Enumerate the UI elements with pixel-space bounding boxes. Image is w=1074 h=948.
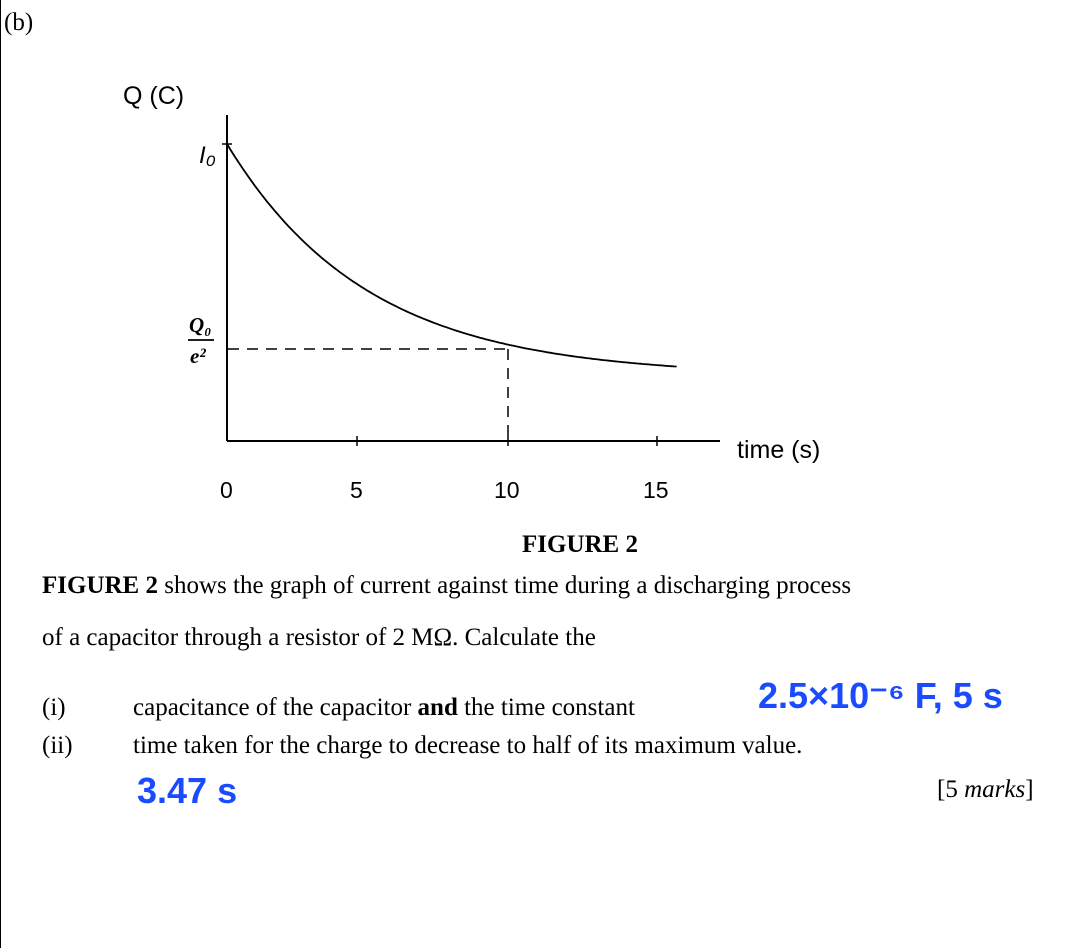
figure-caption (0, 530, 1074, 560)
x-tick-label: 0 (220, 477, 233, 503)
marks-label: [5 marks] (937, 776, 1034, 803)
handwritten-answer-i: 2.5×10⁻⁶ F, 5 s (758, 675, 1003, 716)
y-mark-label-denominator: e² (190, 344, 206, 368)
x-tick-label: 10 (494, 477, 520, 503)
y-max-label: I₀ (199, 142, 216, 169)
item-ii-text: time taken for the charge to decrease to half of its maximum value. (133, 732, 803, 759)
item-ii-number: (ii) (42, 732, 73, 759)
figure-caption-text: FIGURE 2 (522, 531, 638, 558)
x-tick-label: 5 (350, 477, 363, 503)
decay-curve (227, 144, 677, 367)
item-i-text: capacitance of the capacitor and the time constant (133, 694, 635, 721)
x-tick-label: 15 (643, 477, 669, 503)
y-mark-label-numerator: Q₀ (189, 313, 212, 337)
handwritten-answer-ii: 3.47 s (137, 770, 238, 811)
y-axis-label: Q (C) (123, 82, 185, 110)
question-line-2: of a capacitor through a resistor of 2 MΩ. Calculate the (42, 624, 596, 651)
question-line-1-text: shows the graph of current against time during a discharging process (157, 572, 852, 599)
figure-reference: FIGURE 2 (42, 572, 158, 599)
x-axis-label: time (s) (737, 436, 821, 464)
part-label: (b) (4, 9, 34, 36)
item-i-number: (i) (42, 694, 66, 721)
question-line-1 (42, 571, 851, 601)
